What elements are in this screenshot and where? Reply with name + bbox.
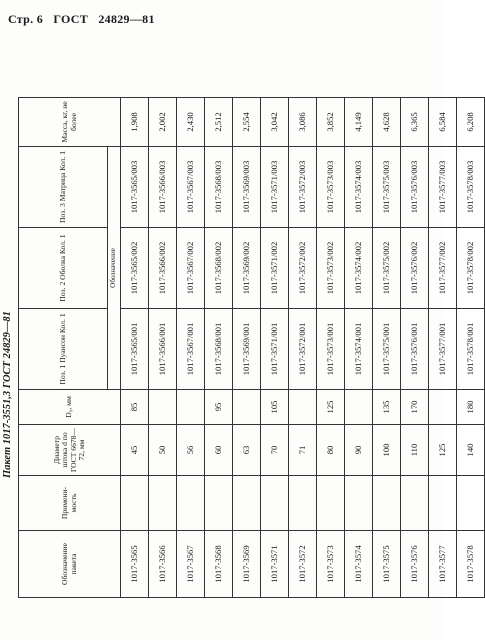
- cell-pos1: 1017-3568/001: [205, 309, 233, 390]
- table-row: [289, 98, 317, 598]
- cell-pos3: 1017-3572/003: [289, 147, 317, 228]
- cell-pos1: 1017-3577/001: [429, 309, 457, 390]
- cell-pos2: 1017-3573/002: [317, 228, 345, 309]
- page-number: Стр. 6: [8, 12, 44, 26]
- cell-use: [233, 476, 261, 531]
- cell-mass: 6,365: [401, 98, 429, 147]
- cell-pos1: 1017-3576/001: [401, 309, 429, 390]
- cell-use: [345, 476, 373, 531]
- cell-pos2: 1017-3574/002: [345, 228, 373, 309]
- page-header: [8, 12, 162, 27]
- cell-mass: 4,628: [373, 98, 401, 147]
- col-header-use: Примени-мость: [19, 476, 121, 531]
- cell-pos2: 1017-3571/002: [261, 228, 289, 309]
- cell-pos1: 1017-3566/001: [149, 309, 177, 390]
- cell-code: 1017-3574: [345, 531, 373, 598]
- cell-use: [149, 476, 177, 531]
- cell-pos2: 1017-3575/002: [373, 228, 401, 309]
- cell-d0: 125: [317, 390, 345, 425]
- col-header-mass: Масса, кг, не более: [19, 98, 121, 147]
- cell-pos1: 1017-3578/001: [457, 309, 485, 390]
- cell-d: 50: [149, 425, 177, 476]
- table-row: [177, 98, 205, 598]
- col-header-pos3: Поз. 3 Матрица Кол. 1: [19, 147, 108, 228]
- cell-pos1: 1017-3572/001: [289, 309, 317, 390]
- cell-pos1: 1017-3573/001: [317, 309, 345, 390]
- cell-pos3: 1017-3578/003: [457, 147, 485, 228]
- cell-pos2: 1017-3572/002: [289, 228, 317, 309]
- col-header-d0: D₀, мм: [19, 390, 121, 425]
- cell-code: 1017-3573: [317, 531, 345, 598]
- cell-use: [177, 476, 205, 531]
- col-header-code: Обозначение пакета: [19, 531, 121, 598]
- table-row: [121, 98, 149, 598]
- table-row: [373, 98, 401, 598]
- cell-d: 80: [317, 425, 345, 476]
- cell-pos3: 1017-3577/003: [429, 147, 457, 228]
- cell-d0: 85: [121, 390, 149, 425]
- cell-code: 1017-3576: [401, 531, 429, 598]
- cell-d0: 135: [373, 390, 401, 425]
- cell-code: 1017-3566: [149, 531, 177, 598]
- cell-mass: 2,002: [149, 98, 177, 147]
- cell-d: 140: [457, 425, 485, 476]
- cell-use: [401, 476, 429, 531]
- cell-pos1: 1017-3574/001: [345, 309, 373, 390]
- col-header-pos1: Поз. 1 Пуансон Кол. 1: [19, 309, 108, 390]
- cell-mass: 3,086: [289, 98, 317, 147]
- cell-pos1: 1017-3575/001: [373, 309, 401, 390]
- cell-mass: 1,908: [121, 98, 149, 147]
- cell-code: 1017-3569: [233, 531, 261, 598]
- cell-pos2: 1017-3567/002: [177, 228, 205, 309]
- cell-code: 1017-3571: [261, 531, 289, 598]
- table-row: [457, 98, 485, 598]
- cell-pos3: 1017-3575/003: [373, 147, 401, 228]
- cell-pos2: 1017-3569/002: [233, 228, 261, 309]
- cell-mass: 2,554: [233, 98, 261, 147]
- cell-pos2: 1017-3578/002: [457, 228, 485, 309]
- cell-d0: [429, 390, 457, 425]
- rotated-table-block: [2, 40, 475, 600]
- subheader-designation: Обозначение: [108, 147, 121, 390]
- cell-d0: [177, 390, 205, 425]
- cell-d0: [149, 390, 177, 425]
- example-note: [0, 179, 15, 598]
- cell-code: 1017-3567: [177, 531, 205, 598]
- cell-pos3: 1017-3574/003: [345, 147, 373, 228]
- cell-use: [457, 476, 485, 531]
- cell-mass: 3,852: [317, 98, 345, 147]
- cell-d0: 95: [205, 390, 233, 425]
- cell-code: 1017-3572: [289, 531, 317, 598]
- cell-mass: 2,430: [177, 98, 205, 147]
- cell-code: 1017-3578: [457, 531, 485, 598]
- table-row: [233, 98, 261, 598]
- cell-pos3: 1017-3576/003: [401, 147, 429, 228]
- cell-d0: [233, 390, 261, 425]
- cell-pos1: 1017-3571/001: [261, 309, 289, 390]
- cell-mass: 3,042: [261, 98, 289, 147]
- cell-pos1: 1017-3567/001: [177, 309, 205, 390]
- cell-d: 100: [373, 425, 401, 476]
- standard-label: ГОСТ: [53, 12, 89, 26]
- cell-use: [121, 476, 149, 531]
- cell-d0: 105: [261, 390, 289, 425]
- standard-number: 24829—81: [98, 12, 155, 26]
- cell-pos3: 1017-3568/003: [205, 147, 233, 228]
- cell-code: 1017-3575: [373, 531, 401, 598]
- table-row: [345, 98, 373, 598]
- cell-use: [261, 476, 289, 531]
- col-header-pos2: Поз. 2 Оболка Кол. 1: [19, 228, 108, 309]
- cell-d: 90: [345, 425, 373, 476]
- cell-mass: 2,512: [205, 98, 233, 147]
- cell-d: 60: [205, 425, 233, 476]
- cell-pos2: 1017-3576/002: [401, 228, 429, 309]
- cell-use: [429, 476, 457, 531]
- cell-pos1: 1017-3565/001: [121, 309, 149, 390]
- cell-d0: [345, 390, 373, 425]
- table-row: [317, 98, 345, 598]
- cell-use: [317, 476, 345, 531]
- cell-pos3: 1017-3573/003: [317, 147, 345, 228]
- cell-pos1: 1017-3569/001: [233, 309, 261, 390]
- cell-d: 63: [233, 425, 261, 476]
- cell-pos3: 1017-3567/003: [177, 147, 205, 228]
- cell-d: 70: [261, 425, 289, 476]
- cell-pos3: 1017-3569/003: [233, 147, 261, 228]
- cell-mass: 6,584: [429, 98, 457, 147]
- cell-use: [289, 476, 317, 531]
- col-header-d: Диаметр штока d по ГОСТ 6678—72, мм: [19, 425, 121, 476]
- cell-d: 56: [177, 425, 205, 476]
- data-table: [18, 97, 485, 598]
- table-row: [429, 98, 457, 598]
- cell-use: [205, 476, 233, 531]
- cell-d: 110: [401, 425, 429, 476]
- cell-pos2: 1017-3565/002: [121, 228, 149, 309]
- table-row: [205, 98, 233, 598]
- table-row: [401, 98, 429, 598]
- cell-d: 125: [429, 425, 457, 476]
- cell-d: 71: [289, 425, 317, 476]
- cell-pos3: 1017-3571/003: [261, 147, 289, 228]
- cell-code: 1017-3577: [429, 531, 457, 598]
- cell-code: 1017-3568: [205, 531, 233, 598]
- cell-pos2: 1017-3568/002: [205, 228, 233, 309]
- cell-d0: [289, 390, 317, 425]
- cell-pos2: 1017-3566/002: [149, 228, 177, 309]
- cell-d0: 180: [457, 390, 485, 425]
- table-row: [149, 98, 177, 598]
- table-row: [261, 98, 289, 598]
- cell-mass: 4,149: [345, 98, 373, 147]
- cell-use: [373, 476, 401, 531]
- cell-pos2: 1017-3577/002: [429, 228, 457, 309]
- cell-mass: 6,208: [457, 98, 485, 147]
- cell-code: 1017-3565: [121, 531, 149, 598]
- cell-d: 45: [121, 425, 149, 476]
- example-line3: Пакет 1017-3551,3 ГОСТ 24829—81: [2, 311, 13, 478]
- cell-d0: 170: [401, 390, 429, 425]
- cell-pos3: 1017-3565/003: [121, 147, 149, 228]
- cell-pos3: 1017-3566/003: [149, 147, 177, 228]
